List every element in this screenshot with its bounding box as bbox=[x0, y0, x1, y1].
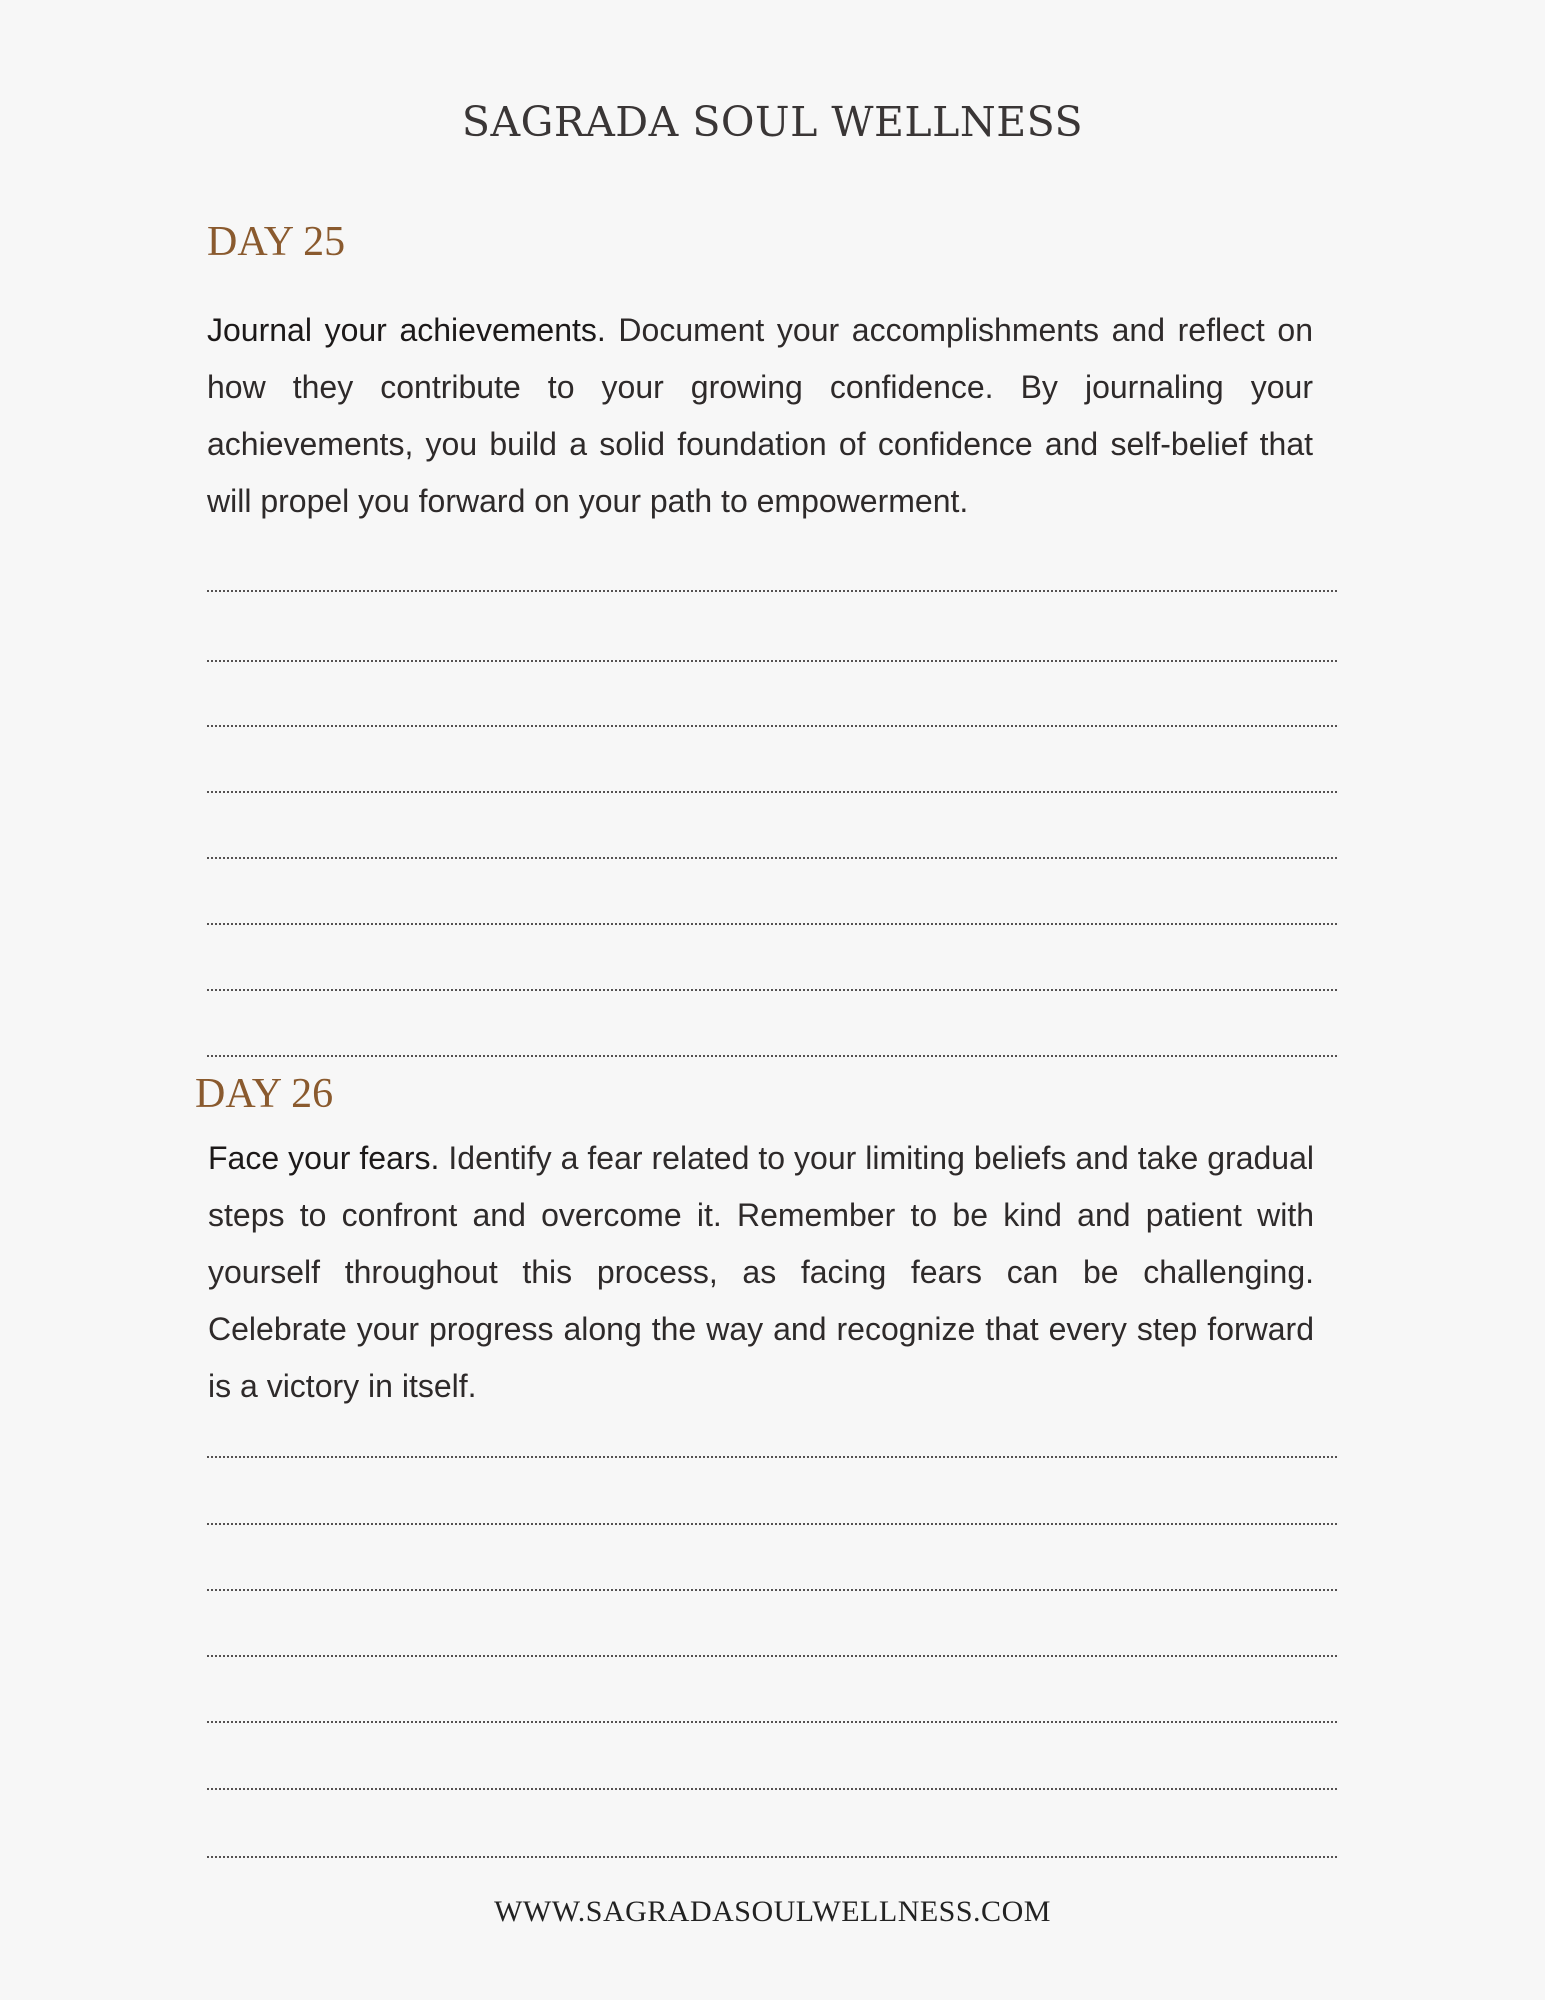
writing-line[interactable] bbox=[207, 1721, 1337, 1723]
day-25-prompt-lead: Journal your achievements. bbox=[207, 312, 606, 348]
writing-line[interactable] bbox=[207, 725, 1337, 727]
day-25-heading: DAY 25 bbox=[207, 219, 346, 265]
writing-line[interactable] bbox=[207, 1788, 1337, 1790]
writing-line[interactable] bbox=[207, 989, 1337, 991]
writing-line[interactable] bbox=[207, 923, 1337, 925]
footer-website: WWW.SAGRADASOULWELLNESS.COM bbox=[494, 1895, 1051, 1928]
writing-line[interactable] bbox=[207, 1655, 1337, 1657]
writing-line[interactable] bbox=[207, 857, 1337, 859]
writing-line[interactable] bbox=[207, 1055, 1337, 1057]
writing-line[interactable] bbox=[207, 1456, 1337, 1458]
writing-line[interactable] bbox=[207, 1589, 1337, 1591]
writing-line[interactable] bbox=[207, 590, 1337, 592]
page-title: SAGRADA SOUL WELLNESS bbox=[461, 98, 1084, 146]
writing-line[interactable] bbox=[207, 791, 1337, 793]
writing-line[interactable] bbox=[207, 660, 1337, 662]
writing-line[interactable] bbox=[207, 1523, 1337, 1525]
day-25-prompt-body: Document your accomplishments and reflect on how they contribute to your growing confidence. By journaling your achievements, you build a solid foundation of confidence and self-belief that will propel you forward on your path to empowerment. bbox=[207, 312, 1314, 519]
day-26-prompt-lead: Face your fears. bbox=[208, 1140, 440, 1176]
day-26-prompt-body: Identify a fear related to your limiting beliefs and take gradual steps to confront and overcome it. Remember to be kind and patient with yourself throughout this process, as facing fears can be challenging. Celebrate your progress along the way and recognize that every step forward is a victory in itself. bbox=[208, 1140, 1315, 1404]
day-26-heading: DAY 26 bbox=[195, 1071, 334, 1117]
writing-line[interactable] bbox=[207, 1856, 1337, 1858]
day-25-prompt bbox=[207, 302, 1313, 530]
day-26-prompt bbox=[208, 1130, 1314, 1415]
